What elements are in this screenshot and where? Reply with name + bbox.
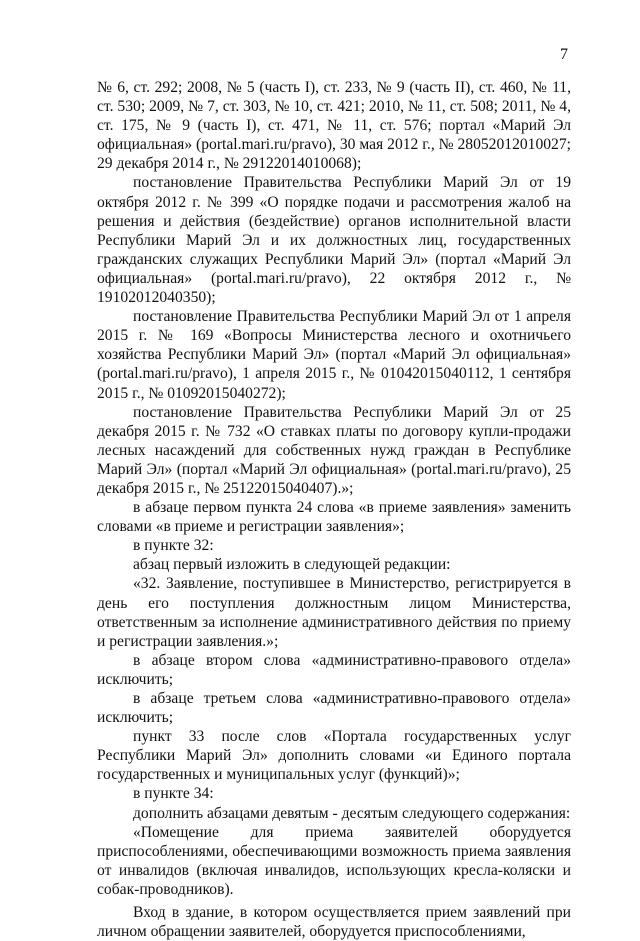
paragraph: в абзаце третьем слова «административно-правового отдела» исключить; xyxy=(97,690,571,727)
paragraph: пункт 33 после слов «Портала государственных услуг Республики Марий Эл» дополнить словами «и Единого портала государственных и муниципальных услуг (функций)»; xyxy=(97,728,571,784)
document-body xyxy=(97,78,571,941)
page-number: 7 xyxy=(560,46,568,63)
paragraph: дополнить абзацами девятым - десятым следующего содержания: xyxy=(133,804,571,822)
paragraph: абзац первый изложить в следующей редакции: xyxy=(133,556,451,574)
paragraph: Вход в здание, в котором осуществляется прием заявлений при личном обращении заявителей, оборудуется приспособлениями, xyxy=(97,904,571,941)
paragraph: в абзаце втором слова «административно-правового отдела» исключить; xyxy=(97,651,571,688)
paragraph: постановление Правительства Республики Марий Эл от 1 апреля 2015 г. № 169 «Вопросы Министерства лесного и охотничьего хозяйства Республики Марий Эл» (портал «Марий Эл официальная» (portal.mari.ru/pravo), 1 апреля 2015 г., № 01042015040112, 1 сентября 2015 г., № 01092015040272); xyxy=(97,308,571,402)
paragraph: № 6, ст. 292; 2008, № 5 (часть I), ст. 233, № 9 (часть II), ст. 460, № 11, ст. 530; 2009, № 7, ст. 303, № 10, ст. 421; 2010, № 11, ст. 508; 2011, № 4, ст. 175, № 9 (часть I), ст. 471, № 11, ст. 576; портал «Марий Эл официальная» (portal.mari.ru/pravo), 30 мая 2012 г., № 28052012010027; 29 декабря 2014 г., № 29122014010068); xyxy=(97,79,571,173)
paragraph: «Помещение для приема заявителей оборудуется приспособлениями, обеспечивающими возможность приема заявления от инвалидов (включая инвалидов, использующих кресла-коляски и собак-проводников). xyxy=(97,823,571,898)
paragraph: постановление Правительства Республики Марий Эл от 19 октября 2012 г. № 399 «О порядке подачи и рассмотрения жалоб на решения и действия (бездействие) органов исполнительной власти Республики Марий Эл и их должностных лиц, государственных гражданских служащих Республики Марий Эл» (портал «Марий Эл официальная» (portal.mari.ru/pravo), 22 октября 2012 г., № 19102012040350); xyxy=(97,174,571,307)
paragraph: «32. Заявление, поступившее в Министерство, регистрируется в день его поступления должностным лицом Министерства, ответственным за исполнение административного действия по приему и регистрации заявления.»; xyxy=(97,575,571,650)
paragraph: постановление Правительства Республики Марий Эл от 25 декабря 2015 г. № 732 «О ставках платы по договору купли-продажи лесных насаждений для собственных нужд граждан в Республике Марий Эл» (портал «Марий Эл официальная» (portal.mari.ru/pravo), 25 декабря 2015 г., № 25122015040407).»; xyxy=(97,403,571,497)
paragraph: в абзаце первом пункта 24 слова «в приеме заявления» заменить словами «в приеме и регистрации заявления»; xyxy=(97,499,571,536)
paragraph: в пункте 34: xyxy=(133,785,214,803)
paragraph: в пункте 32: xyxy=(133,537,214,555)
